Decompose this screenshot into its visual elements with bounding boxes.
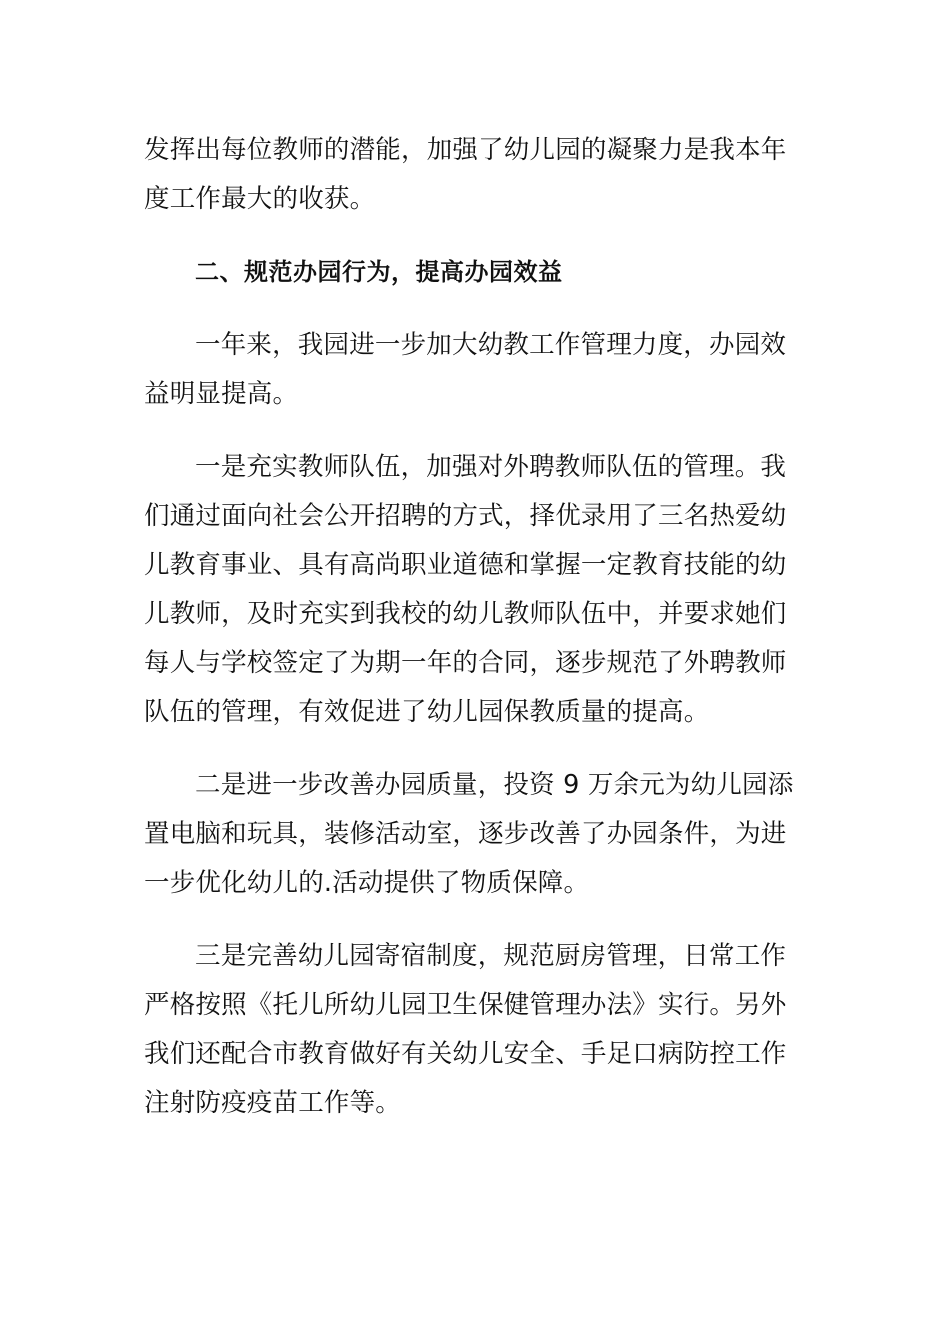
text-line: 每人与学校签定了为期一年的合同，逐步规范了外聘教师 (144, 648, 787, 678)
paragraph-teacher-team (144, 443, 806, 737)
text-line: 度工作最大的收获。 (144, 184, 376, 214)
text-line: 益明显提高。 (144, 379, 299, 409)
text-line: 儿教师，及时充实到我校的幼儿教师队伍中，并要求她们 (144, 599, 787, 629)
text-line: 们通过面向社会公开招聘的方式，择优录用了三名热爱幼 (144, 501, 787, 531)
section-heading (144, 248, 806, 297)
section-heading-text: 二、规范办园行为，提高办园效益 (195, 258, 563, 286)
paragraph-facilities (144, 761, 806, 908)
text-line: 队伍的管理，有效促进了幼儿园保教质量的提高。 (144, 697, 710, 727)
text-line: 我们还配合市教育做好有关幼儿安全、手足口病防控工作 (144, 1039, 787, 1069)
text-line: 二是进一步改善办园质量，投资 9 万余元为幼儿园添 (195, 770, 794, 800)
paragraph-intro-continuation (144, 126, 806, 224)
paragraph-overview (144, 321, 806, 419)
document-page (144, 126, 806, 1152)
text-line: 一年来，我园进一步加大幼教工作管理力度，办园效 (195, 330, 787, 360)
text-line: 儿教育事业、具有高尚职业道德和掌握一定教育技能的幼 (144, 550, 787, 580)
text-line: 一是充实教师队伍，加强对外聘教师队伍的管理。我 (195, 452, 787, 482)
text-line: 严格按照《托儿所幼儿园卫生保健管理办法》实行。另外 (144, 990, 787, 1020)
text-line: 一步优化幼儿的.活动提供了物质保障。 (144, 868, 590, 898)
paragraph-boarding-system (144, 932, 806, 1128)
text-line: 置电脑和玩具，装修活动室，逐步改善了办园条件，为进 (144, 819, 787, 849)
text-line: 三是完善幼儿园寄宿制度，规范厨房管理，日常工作 (195, 941, 787, 971)
text-line: 发挥出每位教师的潜能，加强了幼儿园的凝聚力是我本年 (144, 135, 787, 165)
text-line: 注射防疫疫苗工作等。 (144, 1088, 402, 1118)
